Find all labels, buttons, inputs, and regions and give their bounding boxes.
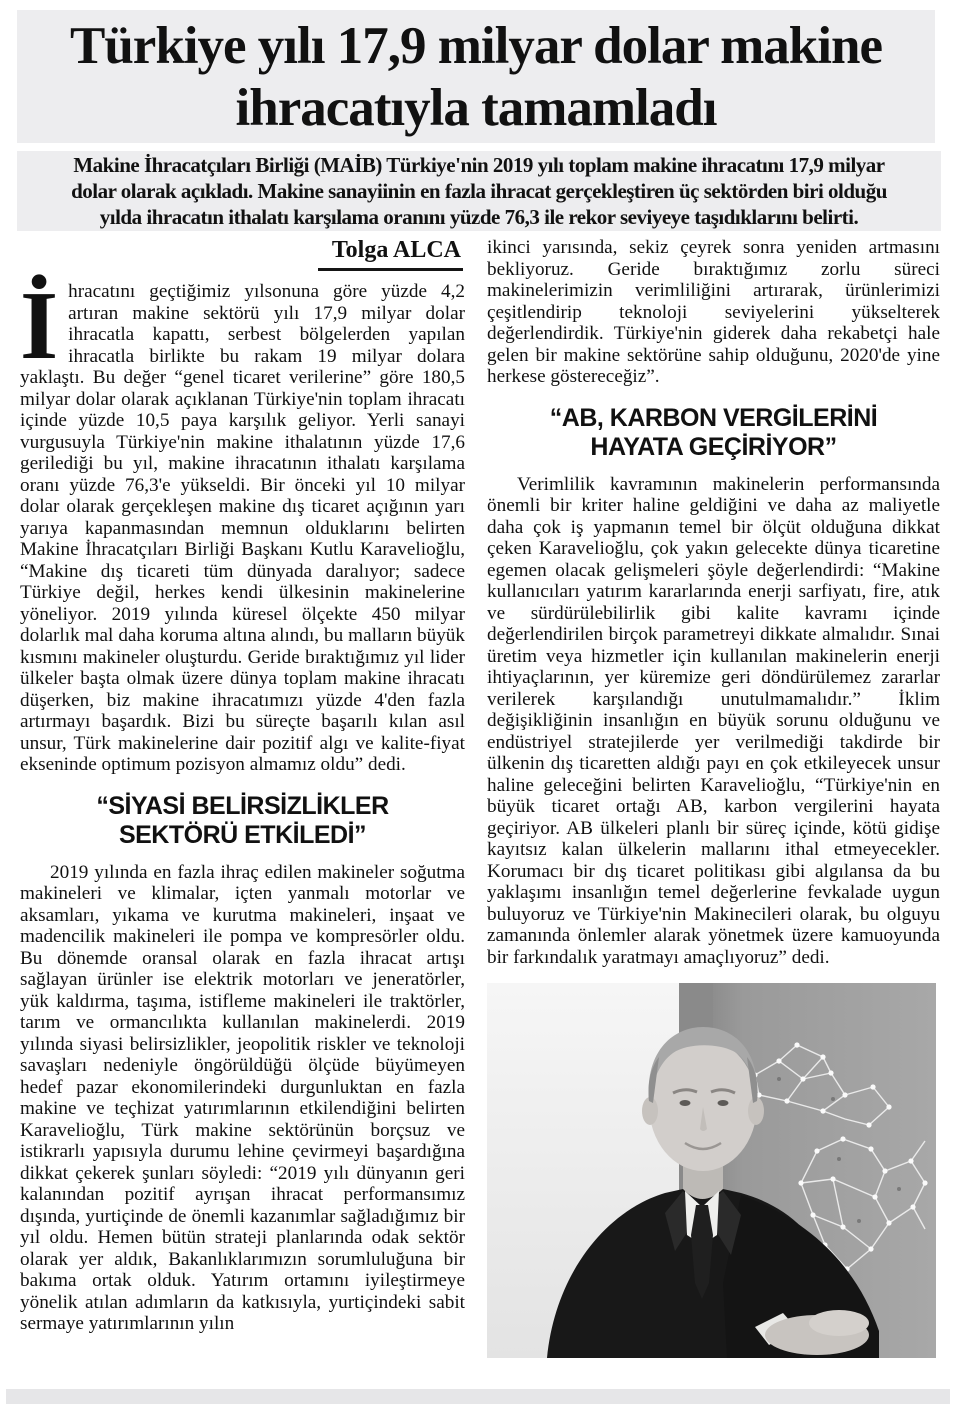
left-paragraph-2: 2019 yılında en fazla ihraç edilen makineler soğutma makineleri ve klimalar, içten yanmalı motorlar ve aksamları, yıkama ve kurutma makineleri, inşaat ve madencilik makineleri ile pompa ve kompresörler oldu. Bu dönemde oransal olarak en fazla ihracat artışı sağlayan ürünler ise elektrik motorları ve jeneratörler, yük kaldırma, taşıma, istifleme makineleri ile traktörler, tarım ve ormancılıkta kullanılan makinelerdi. 2019 yılında siyasi belirsizlikler, jeopolitik riskler ve teknoloji savaşları nedeniyle öngörüldüğü ölçüde büyümeyen hedef pazar ekonomilerindeki durgunluktan en fazla makine ve teçhizat yatırımlarının etkilendiğini belirten Karavelioğlu, Türk makine sektörünün borçsuz ve istikrarlı yapısıyla durumu lehine çevirmeyi başardığına dikkat çekerek şunları söyledi: “2019 yılı dünyanın geri kalanından pozitif ayrışan ihracat performansımız dışında, yurtiçinde de önemli kazanımlar sağladığımız bir yıl oldu. Hemen bütün strateji planlarında odak sektör olarak yer aldık, Bakanlıklarımızın sorumluluğuna bir bakıma ortak olduk. Yatırım ortamını iyileştirmeye yönelik atılan adımların da katkısıyla, yurtiçindeki sabit sermaye yatırımlarının yılın — [20, 861, 465, 1334]
headline-banner — [17, 10, 935, 143]
section-heading-siyasi-belirsizlikler: “SİYASİ BELİRSİZLİKLER SEKTÖRÜ ETKİLEDİ” — [96, 791, 389, 849]
footer-bar — [6, 1389, 950, 1404]
standfirst-banner — [17, 151, 941, 231]
article-columns — [20, 237, 940, 1358]
right-paragraph-2: Verimlilik kavramının makinelerin performansında önemli bir kriter haline geldiğini ve daha az maliyetle daha çok iş yapmanın temel bir ölçüt olduğuna dikkat çeken Karavelioğlu, çok yakın gelecekte dünya ticaretine egemen olacak gelişmeleri şöyle değerlendirdi: “Makine kullanıcıları yatırım kararlarında enerji sarfiyatı, fire, atık ve sürdürülebilirlik gibi kalite kavramı içinde değerlendirilen birçok parametreyi dikkate almalıdır. Sınai üretim veya hizmetler için kullanılan makinelerin enerji ihtiyaçlarının, yer küremize geri döndürülemez zararlar verilerek karşılandığı unutulmamalıdır.” İklim değişikliğinin insanlığın en büyük sorunu olduğunu ve endüstriyel stratejilerde yer verilmediği takdirde bir ülkenin dış ticaretten aldığı payı en çok etkileyecek unsur haline geleceğini belirten Karavelioğlu, “Türkiye'nin en büyük ticaret ortağı AB, karbon vergilerini hayata geçiriyor. AB ülkeleri planlı bir süreç içinde, kötü gidişe kayıtsız kalan ülkelerin mallarını ithal etmeyecekler. Korumacı bir dış ticaret politikası gibi algılansa da bu yaklaşımı insanlığın temel değerlerine fevkalade uygun buluyoruz ve Türkiye'nin Makinecileri olarak, bu olguyu zamanında önlemler alarak yönetmek üzere kamuoyunda bir farkındalık yaratmayı amaçlıyoruz” dedi. — [487, 473, 940, 968]
standfirst: Makine İhracatçıları Birliği (MAİB) Türkiye'nin 2019 yılı toplam makine ihracatını 17,9 milyar dolar olarak açıkladı. Makine sanayiinin en fazla ihracat gerçekleştiren üç sektörden biri olduğu yılda ihracatın ithalatı karşılama oranını yüzde 76,3 ile rekor seviyeye taşıdıklarını belirti. — [71, 153, 887, 229]
column-left — [20, 237, 465, 1358]
column-right — [487, 237, 940, 1358]
right-paragraph-1: ikinci yarısında, sekiz çeyrek sonra yeniden artmasını bekliyoruz. Geride bıraktığımız zorlu süreci makinelerimizin verimliliğini artırarak, ürünlerimizi çeşitlendirip teknoloji seviyelerini yükselterek değerlendirdik. Türkiye'nin giderek daha rekabetçi hale gelen bir makine sektörüne sahip olduğunu, 2020'de yine herkese göstereceğiz”. — [487, 237, 940, 387]
section-heading-ab-karbon: “AB, KARBON VERGİLERİNİ HAYATA GEÇİRİYOR” — [549, 403, 878, 461]
portrait-photo — [487, 983, 936, 1358]
headline: Türkiye yılı 17,9 milyar dolar makine ihracatıyla tamamladı — [69, 16, 883, 137]
byline-name: Tolga ALCA — [318, 237, 463, 271]
lead-paragraph-text: hracatını geçtiğimiz yılsonuna göre yüzde 4,2 artıran makine sektörü yılı 17,9 milyar dolar ihracatla kapattı, serbest bölgelerden yapılan ihracatla birlikte bu rakam 19 milyar dolara yaklaştı. Bu değer “genel ticaret verilerine” göre 180,5 milyar dolar olarak açıklanan Türkiye'nin toplam ihracatı içinde yüzde 10,5 paya karşılık geliyor. Yerli sanayi vurgusuyla Türkiye'nin makine ithalatının yüzde 17,6 gerilediği bu yıl, makine ihracatının ithalatı karşılama oranı yüzde 76,3'e yükseldi. Bir önceki yıl 10 milyar dolar olarak gerçekleşen makine dış ticaret açığının yarı yarıya kapanmasından memnun olduklarını belirten Makine İhracatçıları Birliği Başkanı Kutlu Karavelioğlu, “Makine dış ticareti tüm dünyada daralıyor; sadece Türkiye değil, herkes kendi ülkesinin makinelerine yöneliyor. 2019 yılında küresel ölçekte 450 milyar dolarlık mal daha koruma altına alındı, bu malların büyük kısmını makineler oluşturdu. Geride bıraktığımız yıl lider ülkeler başta olmak üzere dünya toplam makine ihracatı düşerken, biz makine ihracatımızı yüzde 4'den fazla artırmayı başardık. Bizi bu süreçte başarılı kılan asıl unsur, Türk makinelerine dair pozitif algı ve kalite-fiyat ekseninde optimum pozisyon almamız oldu” dedi. — [20, 281, 465, 775]
dropcap: İ — [20, 272, 59, 380]
lead-paragraph — [20, 272, 465, 776]
byline — [20, 237, 465, 271]
